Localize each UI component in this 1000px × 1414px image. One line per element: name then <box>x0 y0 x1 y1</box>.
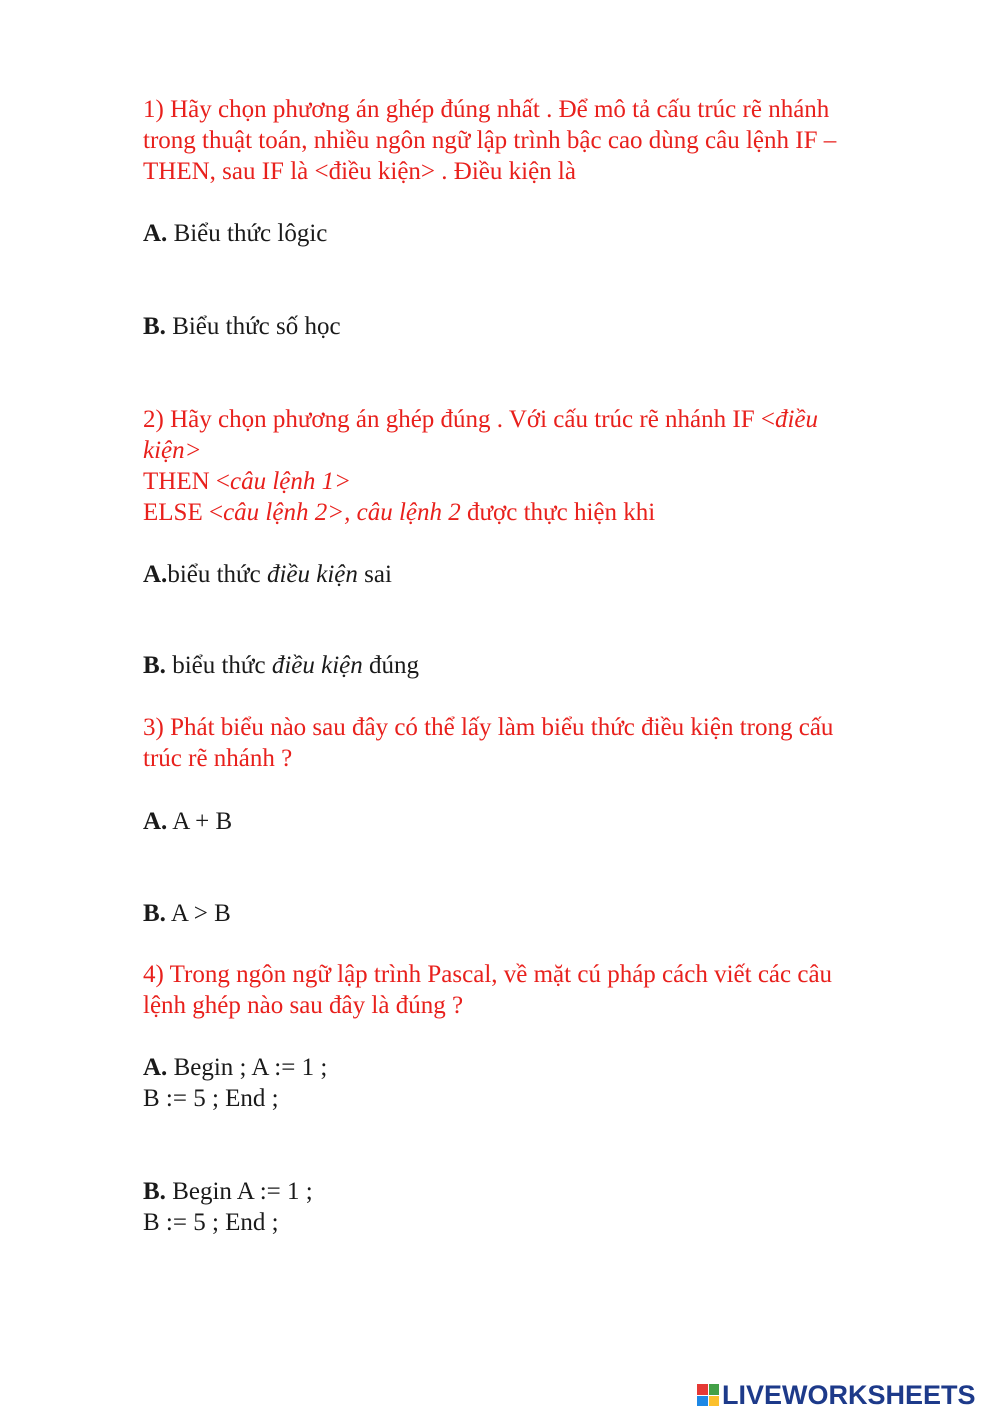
question-4-stem: 4) Trong ngôn ngữ lập trình Pascal, về mặt cú pháp cách viết các câu lệnh ghép nào sau đây là đúng ? <box>143 961 833 1019</box>
question-2-option-b: B. biểu thức điều kiện đúng <box>143 652 420 679</box>
question-1-option-a: A. Biểu thức lôgic <box>143 220 328 247</box>
liveworksheets-logo <box>697 1377 976 1413</box>
question-4-option-b: B. Begin A := 1 ; B := 5 ; End ; <box>143 1178 313 1236</box>
question-3-option-b: B. A > B <box>143 900 231 927</box>
brand-name: LIVEWORKSHEETS <box>722 1379 976 1410</box>
logo-tiles-icon <box>697 1384 719 1406</box>
question-1-stem: 1) Hãy chọn phương án ghép đúng nhất . Để mô tả cấu trúc rẽ nhánh trong thuật toán, nhiều ngôn ngữ lập trình bậc cao dùng câu lệnh IF – THEN, sau IF là <điều kiện> . Điều kiện là <box>143 96 837 185</box>
question-3-stem: 3) Phát biểu nào sau đây có thể lấy làm biểu thức điều kiện trong cấu trúc rẽ nhánh ? <box>143 714 834 772</box>
question-3-option-a: A. A + B <box>143 808 233 835</box>
question-2-stem: 2) Hãy chọn phương án ghép đúng . Với cấu trúc rẽ nhánh IF <điều kiện> THEN <câu lệnh 1> ELSE <câu lệnh 2>, câu lệnh 2 được thực hiện khi <box>143 406 819 526</box>
question-1-option-b: B. Biểu thức số học <box>143 313 341 340</box>
question-2-option-a: A.biểu thức điều kiện sai <box>143 561 392 588</box>
question-4-option-a: A. Begin ; A := 1 ; B := 5 ; End ; <box>143 1054 328 1112</box>
